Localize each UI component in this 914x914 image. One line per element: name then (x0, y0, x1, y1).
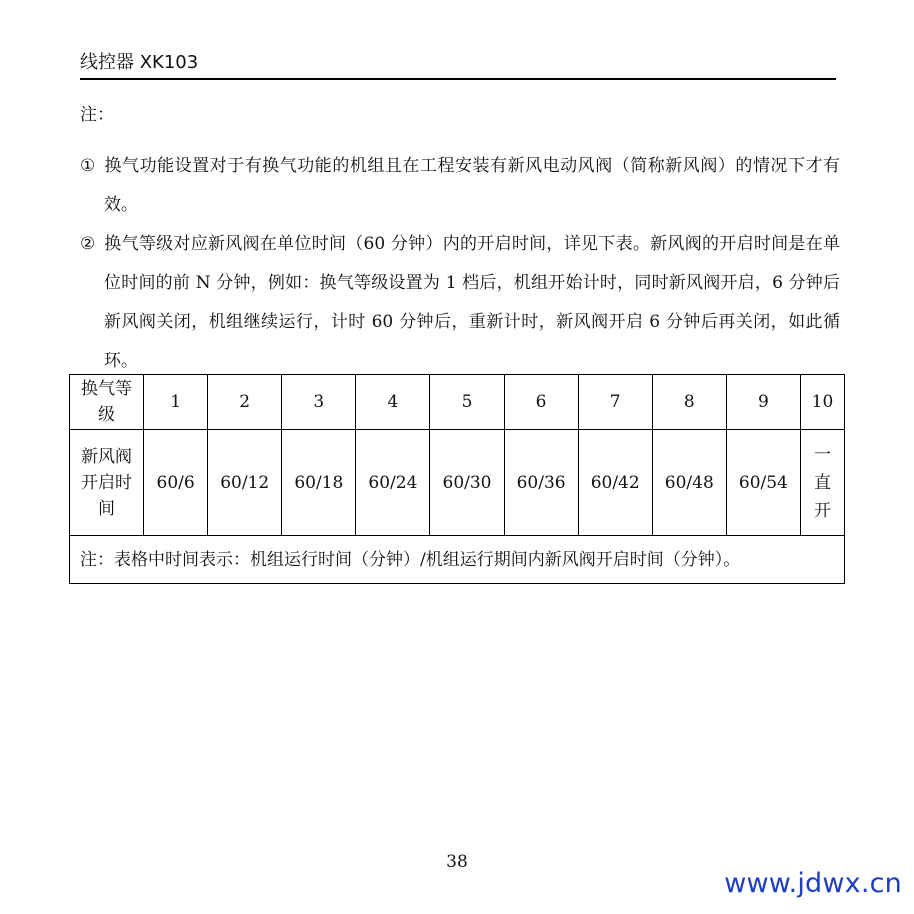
note-item-1 (80, 147, 840, 225)
always-open-label: 一直开 (813, 444, 831, 521)
table-row-footnote (70, 536, 845, 584)
level-cell: 10 (800, 375, 844, 430)
level-cell: 4 (356, 375, 430, 430)
note-number-1: ① (80, 156, 96, 176)
time-cell: 60/12 (208, 430, 282, 536)
time-cell: 60/24 (356, 430, 430, 536)
level-cell: 8 (652, 375, 726, 430)
time-cell: 60/36 (504, 430, 578, 536)
level-cell: 1 (144, 375, 208, 430)
row-header-level (70, 375, 144, 430)
level-cell: 5 (430, 375, 504, 430)
row-header-level-label: 换气等级 (81, 379, 133, 425)
level-cell: 3 (282, 375, 356, 430)
note-item-2 (80, 225, 840, 381)
table-row-times (70, 430, 845, 536)
row-header-time-label: 新风阀开启时间 (81, 446, 133, 519)
ventilation-level-table (69, 374, 845, 584)
note-text-1: 换气功能设置对于有换气功能的机组且在工程安装有新风电动风阀（简称新风阀）的情况下才有效。 (104, 156, 840, 215)
time-cell-always-open (800, 430, 844, 536)
time-cell: 60/48 (652, 430, 726, 536)
level-cell: 6 (504, 375, 578, 430)
page-header (80, 50, 836, 80)
note-text-2: 换气等级对应新风阀在单位时间（60 分钟）内的开启时间，详见下表。新风阀的开启时间是在单位时间的前 N 分钟，例如：换气等级设置为 1 档后，机组开始计时，同时新风阀开启，6 分钟后新风阀关闭，机组继续运行，计时 60 分钟后，重新计时，新风阀开启 6 分钟后再关闭，如此循环。 (104, 234, 840, 371)
time-cell: 60/54 (726, 430, 800, 536)
notes-section (80, 96, 840, 381)
table-footnote: 注：表格中时间表示：机组运行时间（分钟）/机组运行期间内新风阀开启时间（分钟）。 (70, 536, 845, 584)
time-cell: 60/42 (578, 430, 652, 536)
time-cell: 60/18 (282, 430, 356, 536)
notes-title: 注： (80, 105, 114, 125)
level-cell: 7 (578, 375, 652, 430)
time-cell: 60/30 (430, 430, 504, 536)
site-watermark: www.jdwx.cn (724, 868, 902, 899)
level-cell: 9 (726, 375, 800, 430)
note-number-2: ② (80, 234, 96, 254)
time-cell: 60/6 (144, 430, 208, 536)
table-row-levels (70, 375, 845, 430)
row-header-time (70, 430, 144, 536)
header-title: 线控器 XK103 (80, 52, 199, 73)
page-number: 38 (446, 852, 468, 872)
level-cell: 2 (208, 375, 282, 430)
